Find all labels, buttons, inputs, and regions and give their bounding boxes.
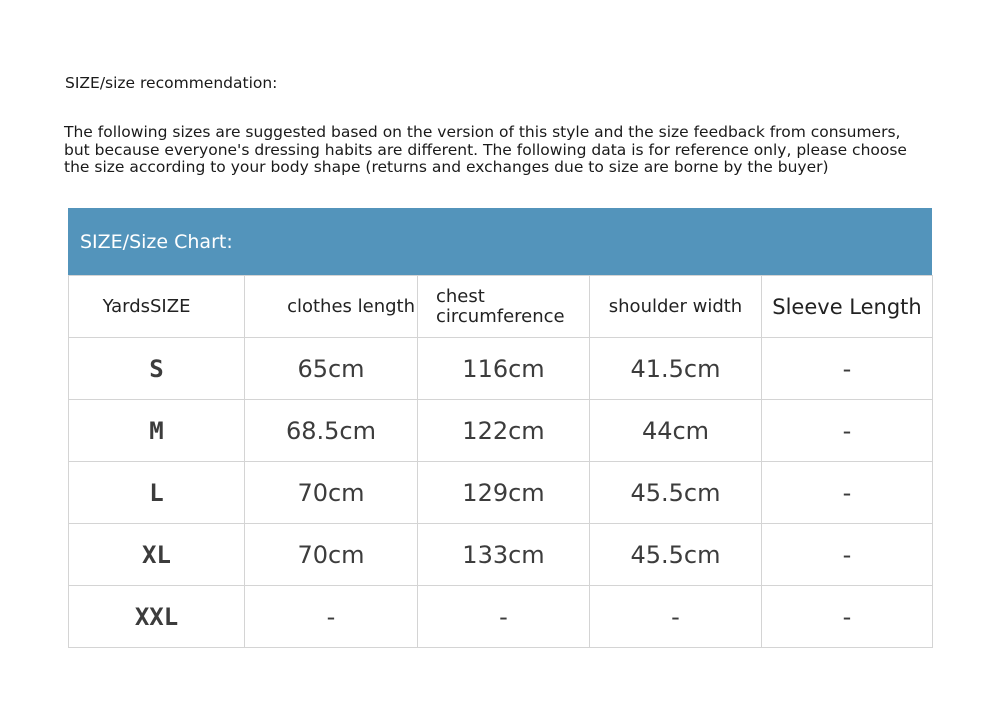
chest-cell: 122cm: [418, 400, 590, 462]
chest-cell: -: [418, 586, 590, 648]
table-row: [69, 524, 933, 586]
size-table: [68, 275, 933, 648]
size-cell: M: [69, 400, 245, 462]
table-row: [69, 586, 933, 648]
recommendation-line: but because everyone's dressing habits are different. The following data is for reference only, please choose: [64, 140, 907, 159]
shoulder-cell: 45.5cm: [590, 524, 762, 586]
size-cell: XL: [69, 524, 245, 586]
sleeve-cell: -: [762, 400, 933, 462]
shoulder-cell: 44cm: [590, 400, 762, 462]
clothes-length-cell: 70cm: [245, 462, 418, 524]
clothes-length-cell: -: [245, 586, 418, 648]
sleeve-cell: -: [762, 586, 933, 648]
clothes-length-cell: 68.5cm: [245, 400, 418, 462]
shoulder-cell: 45.5cm: [590, 462, 762, 524]
size-cell: S: [69, 338, 245, 400]
column-header-size: [69, 276, 245, 338]
column-header-sleeve-length: [762, 276, 933, 338]
recommendation-text: [64, 124, 944, 177]
shoulder-cell: -: [590, 586, 762, 648]
column-header-shoulder-width: [590, 276, 762, 338]
sleeve-cell: -: [762, 338, 933, 400]
shoulder-cell: 41.5cm: [590, 338, 762, 400]
clothes-length-cell: 70cm: [245, 524, 418, 586]
chest-cell: 133cm: [418, 524, 590, 586]
column-header-label: clothes length: [287, 296, 415, 317]
chest-cell: 129cm: [418, 462, 590, 524]
column-header-chest-circumference: [418, 276, 590, 338]
column-header-label: Sleeve Length: [772, 294, 922, 319]
column-header-clothes-length: [245, 276, 418, 338]
column-header-label: YardsSIZE: [102, 296, 191, 317]
column-header-label: chest: [436, 285, 485, 307]
clothes-length-cell: 65cm: [245, 338, 418, 400]
recommendation-line: The following sizes are suggested based on the version of this style and the size feedback from consumers,: [64, 123, 901, 141]
column-header-label: circumference: [436, 305, 565, 327]
size-chart: [68, 208, 932, 648]
table-header-row: [69, 276, 933, 338]
sleeve-cell: -: [762, 524, 933, 586]
table-row: [69, 338, 933, 400]
size-cell: XXL: [69, 586, 245, 648]
sleeve-cell: -: [762, 462, 933, 524]
size-chart-header: SIZE/Size Chart:: [68, 208, 932, 275]
recommendation-title: SIZE/size recommendation:: [65, 74, 278, 92]
recommendation-line: the size according to your body shape (returns and exchanges due to size are borne by the buyer): [64, 158, 829, 176]
table-row: [69, 462, 933, 524]
size-cell: L: [69, 462, 245, 524]
chest-cell: 116cm: [418, 338, 590, 400]
table-row: [69, 400, 933, 462]
column-header-label: shoulder width: [608, 296, 743, 317]
